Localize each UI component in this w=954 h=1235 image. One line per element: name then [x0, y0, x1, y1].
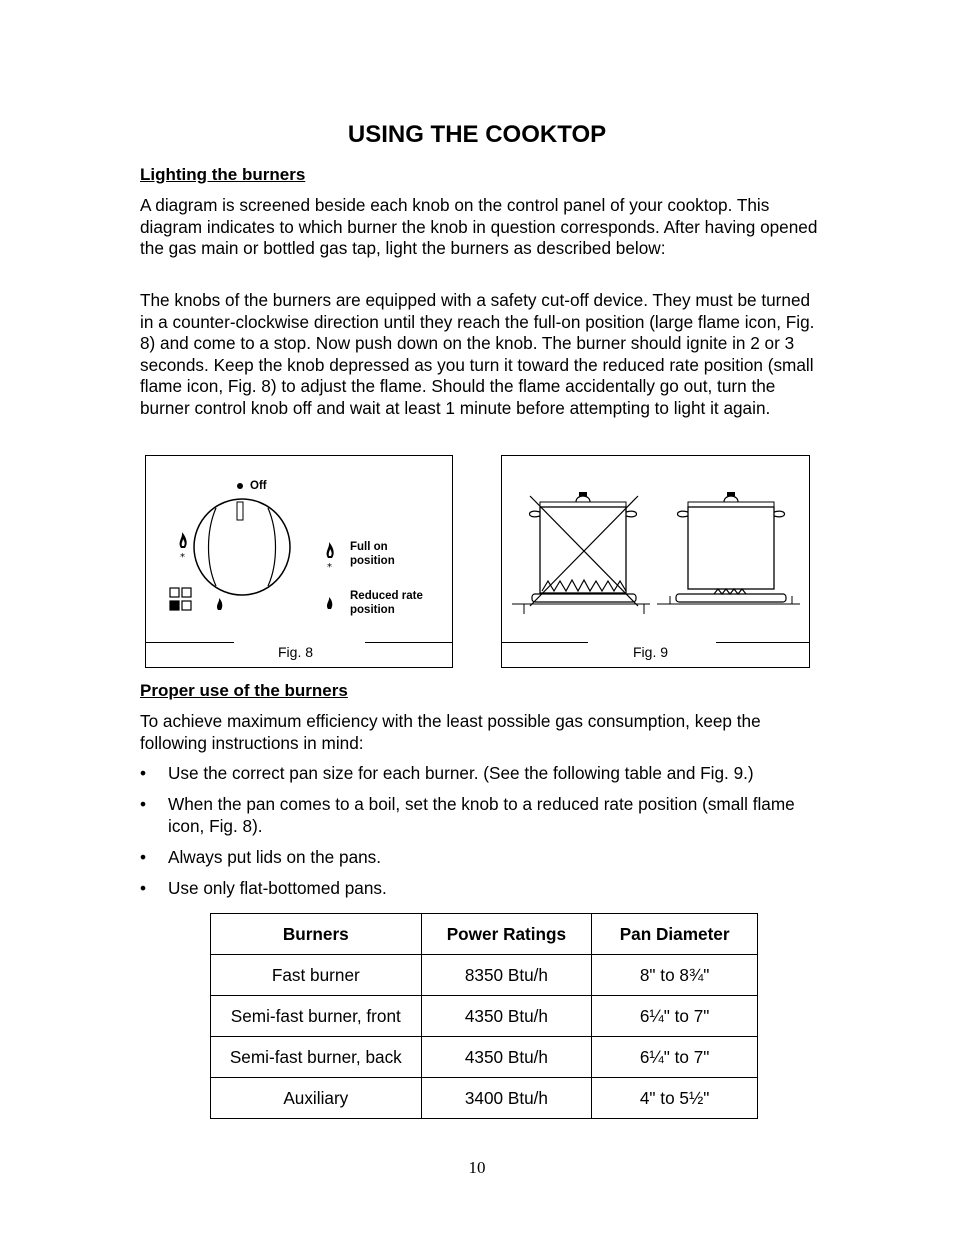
page-number: 10 — [468, 1158, 486, 1177]
figure-8-caption: Fig. 8 — [278, 644, 314, 660]
correct-pan-icon — [670, 492, 792, 604]
svg-text:*: * — [327, 562, 332, 573]
lighting-paragraph-1: A diagram is screened beside each knob on the control panel of your cooktop. This diagram indicates to which burner the knob in question corresponds. After having opened the gas main or bottled gas tap, light the burners as described below: — [140, 195, 818, 258]
incorrect-pan-icon — [524, 492, 644, 614]
table-row — [211, 1078, 758, 1119]
figure-9 — [501, 455, 810, 668]
table-cell: 4350 Btu/h — [421, 1037, 592, 1078]
table-row — [211, 996, 758, 1037]
list-item: • Use only flat-bottomed pans. — [140, 877, 387, 898]
table-cell: 6¼" to 7" — [592, 996, 758, 1037]
large-flame-icon — [180, 532, 187, 563]
table-cell: 8350 Btu/h — [421, 955, 592, 996]
table-cell: Semi-fast burner, front — [211, 996, 422, 1037]
pan-size-diagram — [502, 456, 809, 667]
column-header-pan-diameter: Pan Diameter — [592, 914, 758, 955]
table-cell: Fast burner — [211, 955, 422, 996]
column-header-burners: Burners — [211, 914, 422, 955]
list-item: • Always put lids on the pans. — [140, 846, 382, 867]
table-row — [211, 955, 758, 996]
table-header-row — [211, 914, 758, 955]
knob-diagram — [146, 456, 452, 667]
full-on-flame-icon — [327, 542, 334, 573]
list-item: • Use the correct pan size for each burner. (See the following table and Fig. 9.) — [140, 763, 754, 783]
table-row — [211, 1037, 758, 1078]
table-cell: 3400 Btu/h — [421, 1078, 592, 1119]
svg-text:*: * — [180, 552, 185, 563]
reduced-flame-icon — [327, 597, 332, 609]
burner-position-icon — [170, 588, 191, 610]
lighting-paragraph-2: The knobs of the burners are equipped with a safety cut-off device. They must be turned in a counter-clockwise direction until they reach the full-on position (large flame icon, Fig. 8) and come to a stop. Now push down on the knob. The burner should ignite in 2 or 3 seconds. Keep the knob depressed as you turn it toward the reduced rate position (small flame icon, Fig. 8) to adjust the flame. Should the flame accidentally go out, turn the burner control knob off and wait at least 1 minute before attempting to light it again. — [140, 290, 815, 418]
column-header-power: Power Ratings — [421, 914, 592, 955]
full-on-label-line2: position — [350, 555, 395, 567]
proper-use-intro: To achieve maximum efficiency with the least possible gas consumption, keep the following instructions in mind: — [140, 711, 761, 753]
figure-9-caption: Fig. 9 — [633, 644, 669, 660]
page-title: USING THE COOKTOP — [347, 121, 607, 148]
full-on-label-line1: Full on — [350, 541, 388, 553]
section-heading-lighting: Lighting the burners — [140, 165, 306, 184]
list-item: • When the pan comes to a boil, set the knob to a reduced rate position (small flame icon, Fig. 8). — [140, 794, 795, 836]
small-flame-icon — [217, 598, 222, 610]
section-heading-proper-use: Proper use of the burners — [140, 681, 348, 700]
table-cell: 8" to 8¾" — [592, 955, 758, 996]
table-cell: Auxiliary — [211, 1078, 422, 1119]
table-cell: Semi-fast burner, back — [211, 1037, 422, 1078]
burner-table — [210, 913, 758, 1119]
off-label: Off — [250, 480, 267, 492]
table-cell: 6¼" to 7" — [592, 1037, 758, 1078]
table-cell: 4350 Btu/h — [421, 996, 592, 1037]
reduced-label-line1: Reduced rate — [350, 590, 423, 602]
figure-8 — [145, 455, 453, 668]
table-cell: 4" to 5½" — [592, 1078, 758, 1119]
reduced-label-line2: position — [350, 604, 395, 616]
instruction-list — [140, 763, 830, 909]
